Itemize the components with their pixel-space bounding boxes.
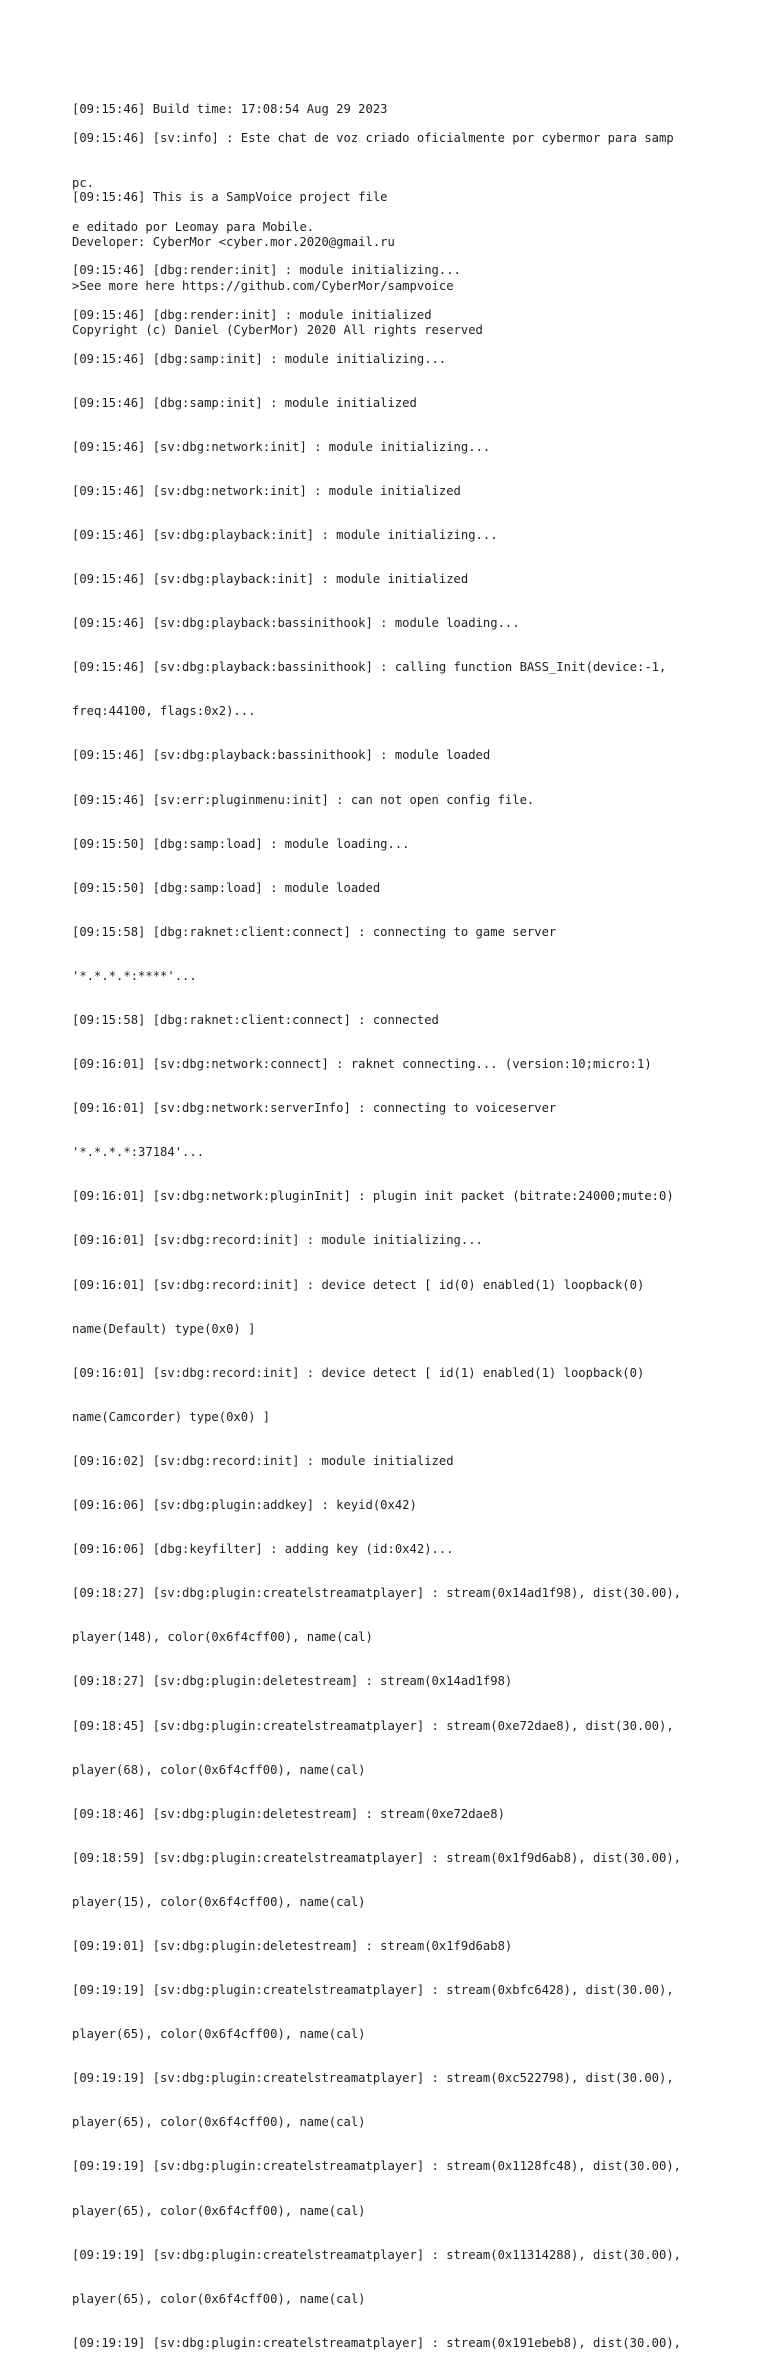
log-line: [09:15:46] [sv:dbg:playback:init] : module initializing... — [72, 527, 498, 542]
log-line: [09:15:46] [sv:dbg:network:init] : module initializing... — [72, 439, 491, 454]
log-line: [09:19:19] [sv:dbg:plugin:createlstreamatplayer] : stream(0x1128fc48), dist(30.00), — [72, 2159, 682, 2174]
log-line: [09:16:02] [sv:dbg:record:init] : module initialized — [72, 1453, 454, 1468]
log-line: [09:15:46] [dbg:render:init] : module initializing... — [72, 263, 461, 278]
log-line: player(65), color(0x6f4cff00), name(cal) — [72, 2291, 366, 2306]
log-line: [09:15:58] [dbg:raknet:client:connect] : connected — [72, 1013, 439, 1027]
log-line: [09:16:01] [sv:dbg:network:pluginInit] : plugin init packet (bitrate:24000;mute:0) — [72, 1189, 674, 1204]
log-line: [09:15:46] [sv:dbg:network:init] : module initialized — [72, 483, 461, 498]
log-line: pc. — [72, 175, 95, 190]
log-line: player(65), color(0x6f4cff00), name(cal) — [72, 2115, 366, 2130]
log-line: [09:19:19] [sv:dbg:plugin:createlstreamatplayer] : stream(0x191ebeb8), dist(30.00), — [72, 2335, 682, 2350]
log-line: [09:16:01] [sv:dbg:record:init] : module initializing... — [72, 1233, 483, 1248]
log-line: player(65), color(0x6f4cff00), name(cal) — [72, 2027, 366, 2042]
log-line: [09:19:19] [sv:dbg:plugin:createlstreamatplayer] : stream(0xbfc6428), dist(30.00), — [72, 1983, 674, 1998]
log-line: [09:15:46] [dbg:render:init] : module initialized — [72, 307, 432, 322]
log-line: >See more here https://github.com/CyberMor/sampvoice — [72, 278, 454, 293]
log-line: [09:18:27] [sv:dbg:plugin:deletestream] : stream(0x14ad1f98) — [72, 1674, 513, 1689]
log-line: [09:16:06] [dbg:keyfilter] : adding key (id:0x42)... — [72, 1542, 454, 1557]
log-line: [09:16:06] [sv:dbg:plugin:addkey] : keyid(0x42) — [72, 1498, 417, 1513]
log-line: name(Camcorder) type(0x0) ] — [72, 1409, 271, 1424]
log-line: [09:15:46] [dbg:samp:init] : module initializing... — [72, 351, 447, 366]
log-line: [09:16:01] [sv:dbg:network:serverInfo] : connecting to voiceserver — [72, 1101, 557, 1116]
log-line: [09:15:46] [sv:dbg:playback:init] : module initialized — [72, 572, 469, 587]
log-line: [09:15:46] [sv:info] : Este chat de voz criado oficialmente por cybermor para samp — [72, 131, 674, 146]
log-line: [09:19:01] [sv:dbg:plugin:deletestream] : stream(0x1f9d6ab8) — [72, 1938, 513, 1953]
log-line: [09:15:46] This is a SampVoice project file — [72, 190, 388, 205]
log-line: freq:44100, flags:0x2)... — [72, 704, 256, 719]
log-line: player(68), color(0x6f4cff00), name(cal) — [72, 1762, 366, 1777]
log-line: [09:16:01] [sv:dbg:record:init] : device detect [ id(1) enabled(1) loopback(0) — [72, 1365, 645, 1380]
log-line: [09:15:50] [dbg:samp:load] : module loaded — [72, 880, 381, 895]
log-line: '*.*.*.*:****'... — [72, 968, 197, 983]
log-line: Developer: CyberMor <cyber.mor.2020@gmail.ru — [72, 234, 395, 249]
log-line: player(148), color(0x6f4cff00), name(cal) — [72, 1630, 373, 1645]
log-line: [09:18:59] [sv:dbg:plugin:createlstreamatplayer] : stream(0x1f9d6ab8), dist(30.00), — [72, 1850, 682, 1865]
log-line: [09:19:19] [sv:dbg:plugin:createlstreamatplayer] : stream(0xc522798), dist(30.00), — [72, 2071, 674, 2086]
log-line: e editado por Leomay para Mobile. — [72, 219, 315, 234]
log-line: '*.*.*.*:37184'... — [72, 1145, 205, 1160]
log-line: [09:15:46] [sv:dbg:playback:bassinithook] : module loading... — [72, 616, 520, 631]
log-line: name(Default) type(0x0) ] — [72, 1321, 256, 1336]
log-line: [09:15:58] [dbg:raknet:client:connect] : connecting to game server — [72, 924, 557, 939]
log-line: [09:15:46] [sv:dbg:playback:bassinithook] : module loaded — [72, 748, 491, 763]
log-line: Copyright (c) Daniel (CyberMor) 2020 All rights reserved — [72, 322, 483, 337]
log-line: [09:18:46] [sv:dbg:plugin:deletestream] : stream(0xe72dae8) — [72, 1806, 505, 1821]
log-line: [09:16:01] [sv:dbg:record:init] : device detect [ id(0) enabled(1) loopback(0) — [72, 1277, 645, 1292]
log-line: player(65), color(0x6f4cff00), name(cal) — [72, 2203, 366, 2218]
log-line: [09:16:01] [sv:dbg:network:connect] : raknet connecting... (version:10;micro:1) — [72, 1057, 652, 1072]
log-line: [09:15:46] [dbg:samp:init] : module initialized — [72, 395, 417, 410]
log-line: [09:18:27] [sv:dbg:plugin:createlstreamatplayer] : stream(0x14ad1f98), dist(30.00), — [72, 1586, 682, 1601]
log-line: [09:15:50] [dbg:samp:load] : module loading... — [72, 836, 410, 851]
debug-log-block — [72, 234, 752, 2380]
log-line: [09:15:46] Build time: 17:08:54 Aug 29 2023 — [72, 102, 388, 117]
log-line: [09:18:45] [sv:dbg:plugin:createlstreamatplayer] : stream(0xe72dae8), dist(30.00), — [72, 1718, 674, 1733]
log-line: [09:15:46] [sv:dbg:playback:bassinithook] : calling function BASS_Init(device:-1, — [72, 660, 667, 675]
log-line: [09:19:19] [sv:dbg:plugin:createlstreamatplayer] : stream(0x11314288), dist(30.00), — [72, 2247, 682, 2262]
log-line: player(15), color(0x6f4cff00), name(cal) — [72, 1894, 366, 1909]
log-line: [09:15:46] [sv:err:pluginmenu:init] : can not open config file. — [72, 792, 535, 807]
